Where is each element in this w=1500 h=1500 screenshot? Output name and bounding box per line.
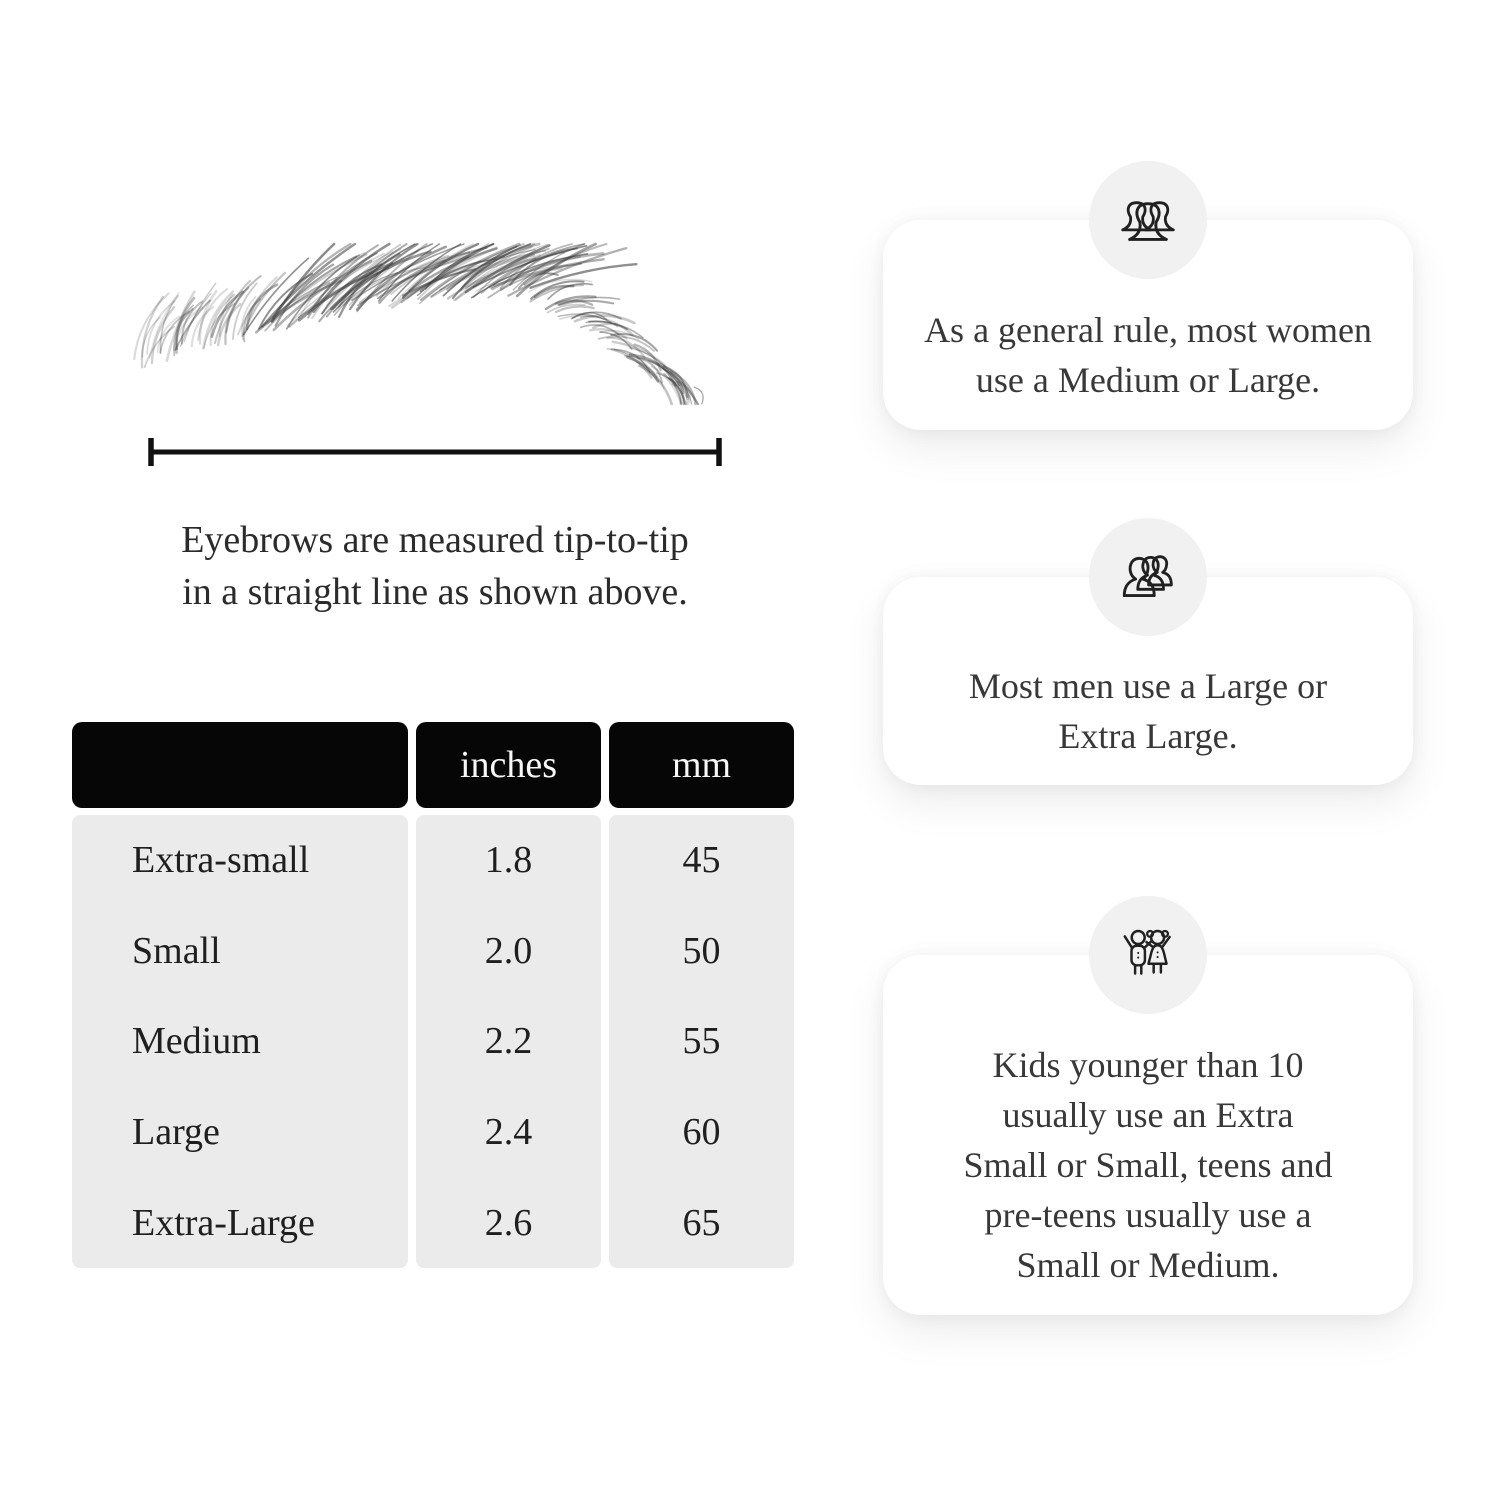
caption-line: Eyebrows are measured tip-to-tip <box>181 519 689 561</box>
table-cell: 2.6 <box>484 1201 533 1244</box>
table-cell: 60 <box>682 1111 721 1154</box>
icon-circle <box>1089 896 1207 1014</box>
card-text-line: As a general rule, most women <box>924 309 1372 350</box>
card-text-line: use a Medium or Large. <box>975 359 1321 400</box>
measurement-caption <box>75 514 795 618</box>
card-text-line: usually use an Extra <box>1002 1094 1294 1135</box>
table-cell: Medium <box>132 1020 261 1063</box>
table-column-inches <box>416 815 601 1268</box>
table-cell: 2.2 <box>484 1020 533 1063</box>
card-text-line: Kids younger than 10 <box>992 1044 1304 1085</box>
table-cell: 2.4 <box>484 1111 533 1154</box>
header-cell-inches: inches <box>416 722 601 808</box>
size-table <box>72 722 794 1268</box>
icon-circle <box>1089 518 1207 636</box>
eyebrow-illustration <box>130 240 720 410</box>
card-text <box>883 661 1413 761</box>
header-cell-mm: mm <box>609 722 794 808</box>
measurement-line <box>145 434 725 470</box>
card-text-line: Small or Small, teens and <box>963 1144 1333 1185</box>
table-cell: Extra-Large <box>132 1201 315 1244</box>
size-table-body <box>72 815 794 1268</box>
icon-circle <box>1089 161 1207 279</box>
table-cell: Extra-small <box>132 839 310 882</box>
caption-line: in a straight line as shown above. <box>182 571 688 613</box>
table-cell: 1.8 <box>484 839 533 882</box>
table-cell: 2.0 <box>484 929 533 972</box>
card-text-line: Extra Large. <box>1058 715 1238 756</box>
card-text-line: Small or Medium. <box>1016 1244 1280 1285</box>
card-text <box>883 305 1413 405</box>
table-cell: 50 <box>682 929 721 972</box>
info-card-women <box>883 220 1413 430</box>
kids-icon <box>1115 922 1181 988</box>
table-column-size <box>72 815 408 1268</box>
table-cell: Small <box>132 929 221 972</box>
table-cell: 65 <box>682 1201 721 1244</box>
card-text-line: pre-teens usually use a <box>984 1194 1312 1235</box>
table-cell: Large <box>132 1111 220 1154</box>
table-column-mm <box>609 815 794 1268</box>
table-cell: 45 <box>682 839 721 882</box>
info-card-men <box>883 577 1413 785</box>
card-text-line: Most men use a Large or <box>968 665 1328 706</box>
men-group-icon <box>1115 544 1181 610</box>
table-cell: 55 <box>682 1020 721 1063</box>
header-cell-size <box>72 722 408 808</box>
women-group-icon <box>1115 187 1181 253</box>
card-text <box>883 1040 1413 1290</box>
size-table-header <box>72 722 794 808</box>
info-card-kids <box>883 955 1413 1315</box>
